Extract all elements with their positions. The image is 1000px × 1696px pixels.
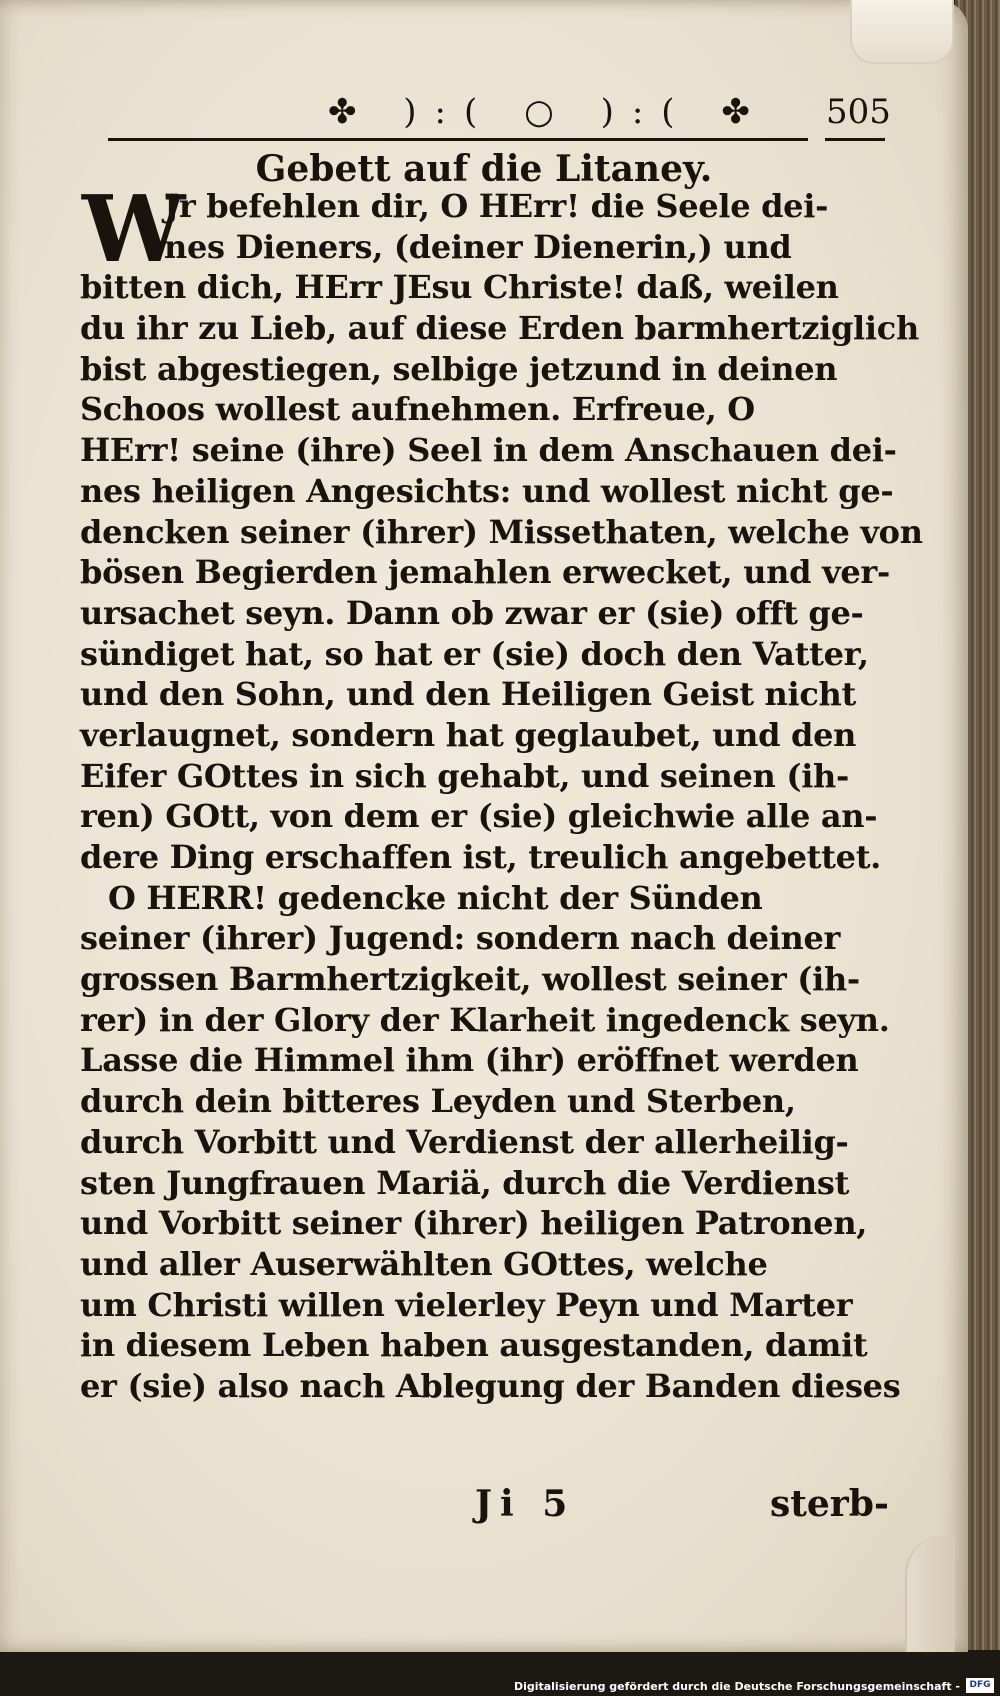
drop-cap: W — [82, 175, 186, 283]
text-line: durch dein bitteres Leyden und Sterben, — [80, 1082, 796, 1121]
page-corner-curl-bottom — [905, 1535, 955, 1655]
text-line: Schoos wollest aufnehmen. Erfreue, O — [80, 390, 755, 429]
text-line: ren) GOtt, von dem er (sie) gleichwie alle an- — [80, 797, 878, 836]
text-line: um Christi willen vielerley Peyn und Marter — [80, 1285, 853, 1324]
text-line: und Vorbitt seiner (ihrer) heiligen Patronen, — [80, 1204, 868, 1243]
text-line: er (sie) also nach Ablegung der Banden dieses — [80, 1366, 901, 1405]
text-line: und den Sohn, und den Heiligen Geist nicht — [80, 675, 856, 714]
text-line: O HERR! gedencke nicht der Sünden — [108, 878, 763, 917]
text-line: dencken seiner (ihrer) Missethaten, welche von — [80, 512, 923, 551]
text-line: nes Dieners, (deiner Dienerin,) und — [164, 227, 792, 266]
text-line: bitten dich, HErr JEsu Christe! daß, weilen — [80, 268, 839, 307]
signature-mark: Ji 5 — [475, 1483, 576, 1525]
text-line: in diesem Leben haben ausgestanden, damit — [80, 1326, 868, 1365]
text-line: Jr befehlen dir, O HErr! die Seele dei- — [164, 187, 829, 225]
header-rule — [108, 138, 808, 141]
digitization-credit: Digitalisierung gefördert durch die Deutsche Forschungsgemeinschaft - — [513, 1680, 960, 1693]
text-line: Eifer GOttes in sich gehabt, und seinen (ih- — [80, 756, 850, 795]
text-line: du ihr zu Lieb, auf diese Erden barmhertziglich — [80, 309, 919, 348]
text-line: sten Jungfrauen Mariä, durch die Verdienst — [80, 1163, 850, 1202]
text-line: rer) in der Glory der Klarheit ingedenck seyn. — [80, 1000, 890, 1039]
text-line: dere Ding erschaffen ist, treulich angebettet. — [80, 838, 882, 876]
text-line: Lasse die Himmel ihm (ihr) eröffnet werden — [80, 1041, 859, 1080]
text-line: seiner (ihrer) Jugend: sondern nach deiner — [80, 919, 841, 958]
text-line: grossen Barmhertzigkeit, wollest seiner (ih- — [80, 960, 860, 999]
header-ornament: ✤ ):( ○ ):( ✤ — [328, 92, 768, 132]
body-text — [80, 175, 923, 1407]
page-number: 505 — [826, 92, 891, 132]
page-corner-curl-top — [850, 0, 954, 64]
text-line: verlaugnet, sondern hat geglaubet, und den — [80, 715, 857, 754]
section-title: Gebett auf die Litaney. — [255, 148, 713, 190]
catchword: sterb- — [770, 1483, 889, 1525]
text-line: bist abgestiegen, selbige jetzund in deinen — [80, 349, 838, 388]
text-line: HErr! seine (ihre) Seel in dem Anschauen dei- — [80, 431, 897, 470]
text-line: und aller Auserwählten GOttes, welche — [80, 1244, 768, 1283]
text-line: nes heiligen Angesichts: und wollest nicht ge- — [80, 471, 894, 510]
text-line: durch Vorbitt und Verdienst der allerheilig- — [80, 1122, 849, 1161]
text-line: bösen Begierden jemahlen erwecket, und ver- — [80, 553, 890, 592]
dfg-logo: DFG — [966, 1678, 994, 1693]
header-rule-short — [825, 138, 885, 141]
text-line: sündiget hat, so hat er (sie) doch den Vatter, — [80, 634, 869, 673]
text-line: ursachet seyn. Dann ob zwar er (sie) offt ge- — [80, 593, 864, 632]
running-header — [108, 92, 908, 142]
